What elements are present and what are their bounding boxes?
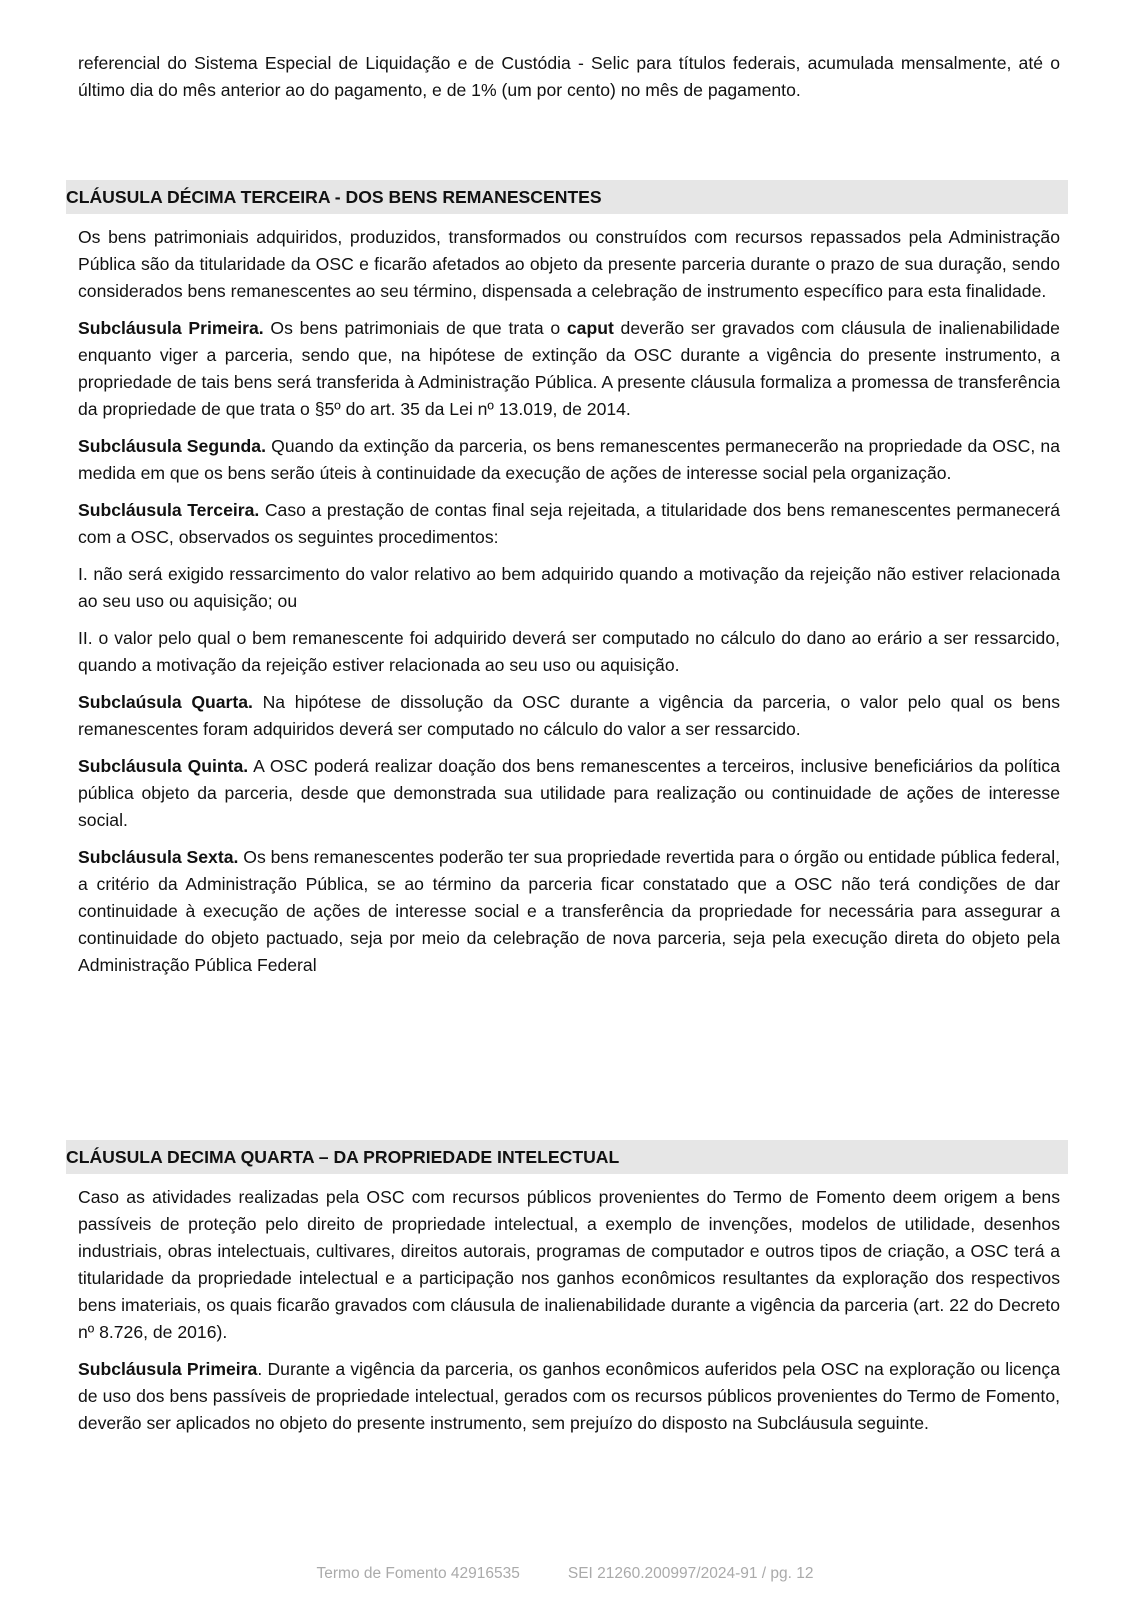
caput-term: caput: [566, 318, 614, 338]
subclause-text: Os bens patrimoniais de que trata o: [263, 318, 567, 338]
footer-process-page: SEI 21260.200997/2024-91 / pg. 12: [567, 1565, 814, 1582]
subclause-label: Subcláusula Primeira.: [78, 318, 264, 338]
clause-13-paragraph-1: Os bens patrimoniais adquiridos, produzidos, transformados ou construídos com recursos repassados pela Administração Pública são da titularidade da OSC e ficarão afetados ao objeto da presente parceria durante o prazo de sua duração, sendo considerados bens remanescentes ao seu término, dispensada a celebração de instrumento específico para esta finalidade.: [78, 227, 1060, 301]
clause-14-subclause-1: [78, 1356, 1060, 1437]
clause-13-body: [78, 224, 1060, 979]
subclause-label: Subcláusula Primeira: [78, 1359, 258, 1379]
subclause-text: Caso a prestação de contas final seja rejeitada, a titularidade dos bens remanescentes permanecerá com a OSC, observados os seguintes procedimentos:: [78, 500, 1061, 547]
page-footer: [0, 1565, 1130, 1583]
clause-14-heading: CLÁUSULA DECIMA QUARTA – DA PROPRIEDADE INTELECTUAL: [66, 1147, 620, 1167]
clause-13-subclause-2: [78, 433, 1060, 487]
subclause-label: Subcláusula Segunda.: [78, 436, 266, 456]
intro-section: [78, 50, 1060, 104]
footer-document-id: Termo de Fomento 42916535: [316, 1565, 520, 1582]
subclause-label: Subcláusula Quinta.: [78, 756, 249, 776]
subclause-text: A OSC poderá realizar doação dos bens remanescentes a terceiros, inclusive beneficiários da política pública objeto da parceria, desde que demonstrada sua utilidade para realização ou continuidade de ações de interesse social.: [78, 756, 1060, 830]
clause-13-subclause-5: [78, 753, 1060, 834]
clause-14-paragraph-1: Caso as atividades realizadas pela OSC com recursos públicos provenientes do Termo de Fomento deem origem a bens passíveis de proteção pelo direito de propriedade intelectual, a exemplo de invenções, modelos de utilidade, desenhos industriais, obras intelectuais, cultivares, direitos autorais, programas de computador e outros tipos de criação, a OSC terá a titularidade da propriedade intelectual e a participação nos ganhos econômicos resultantes da exploração dos respectivos bens imateriais, os quais ficarão gravados com cláusula de inalienabilidade durante a vigência da parceria (art. 22 do Decreto nº 8.726, de 2016).: [78, 1187, 1060, 1342]
subclause-text: Os bens remanescentes poderão ter sua propriedade revertida para o órgão ou entidade pública federal, a critério da Administração Pública, se ao término da parceria ficar constatado que a OSC não terá condições de dar continuidade à execução de ações de interesse social e a transferência da propriedade for necessária para assegurar a continuidade do objeto pactuado, seja por meio da celebração de nova parceria, seja pela execução direta do objeto pela Administração Pública Federal: [78, 847, 1060, 975]
clause-13-item-1: I. não será exigido ressarcimento do valor relativo ao bem adquirido quando a motivação da rejeição não estiver relacionada ao seu uso ou aquisição; ou: [78, 564, 1060, 611]
subclause-text: Na hipótese de dissolução da OSC durante a vigência da parceria, o valor pelo qual os bens remanescentes foram adquiridos deverá ser computado no cálculo do valor a ser ressarcido.: [78, 692, 1060, 739]
subclause-text: Quando da extinção da parceria, os bens remanescentes permanecerão na propriedade da OSC, na medida em que os bens serão úteis à continuidade da execução de ações de interesse social pela organização.: [78, 436, 1060, 483]
intro-paragraph: referencial do Sistema Especial de Liquidação e de Custódia - Selic para títulos federais, acumulada mensalmente, até o último dia do mês anterior ao do pagamento, e de 1% (um por cento) no mês de pagamento.: [78, 53, 1060, 100]
clause-13-heading: CLÁUSULA DÉCIMA TERCEIRA - DOS BENS REMANESCENTES: [66, 187, 602, 207]
subclause-label: Subclaúsula Quarta.: [78, 692, 253, 712]
subclause-text: deverão ser gravados com cláusula de inalienabilidade enquanto viger a parceria, sendo que, na hipótese de extinção da OSC durante a vigência do presente instrumento, a propriedade de tais bens será transferida à Administração Pública. A presente cláusula formaliza a promessa de transferência da propriedade de que trata o §5º do art. 35 da Lei nº 13.019, de 2014.: [78, 318, 1060, 419]
clause-13-subclause-4: [78, 689, 1060, 743]
clause-14-heading-bar: [66, 1140, 1068, 1174]
subclause-label: Subcláusula Terceira.: [78, 500, 260, 520]
clause-13-subclause-6: [78, 844, 1060, 979]
clause-13-subclause-3: [78, 497, 1060, 551]
subclause-label: Subcláusula Sexta.: [78, 847, 239, 867]
clause-13-item-2: II. o valor pelo qual o bem remanescente foi adquirido deverá ser computado no cálculo do dano ao erário a ser ressarcido, quando a motivação da rejeição estiver relacionada ao seu uso ou aquisição.: [78, 628, 1060, 675]
clause-13-heading-bar: [66, 180, 1068, 214]
clause-13-subclause-1: [78, 315, 1060, 423]
subclause-text: . Durante a vigência da parceria, os ganhos econômicos auferidos pela OSC na exploração ou licença de uso dos bens passíveis de propriedade intelectual, gerados com os recursos públicos provenientes do Termo de Fomento, deverão ser aplicados no objeto do presente instrumento, sem prejuízo do disposto na Subcláusula seguinte.: [78, 1359, 1060, 1433]
clause-14-body: [78, 1184, 1060, 1437]
